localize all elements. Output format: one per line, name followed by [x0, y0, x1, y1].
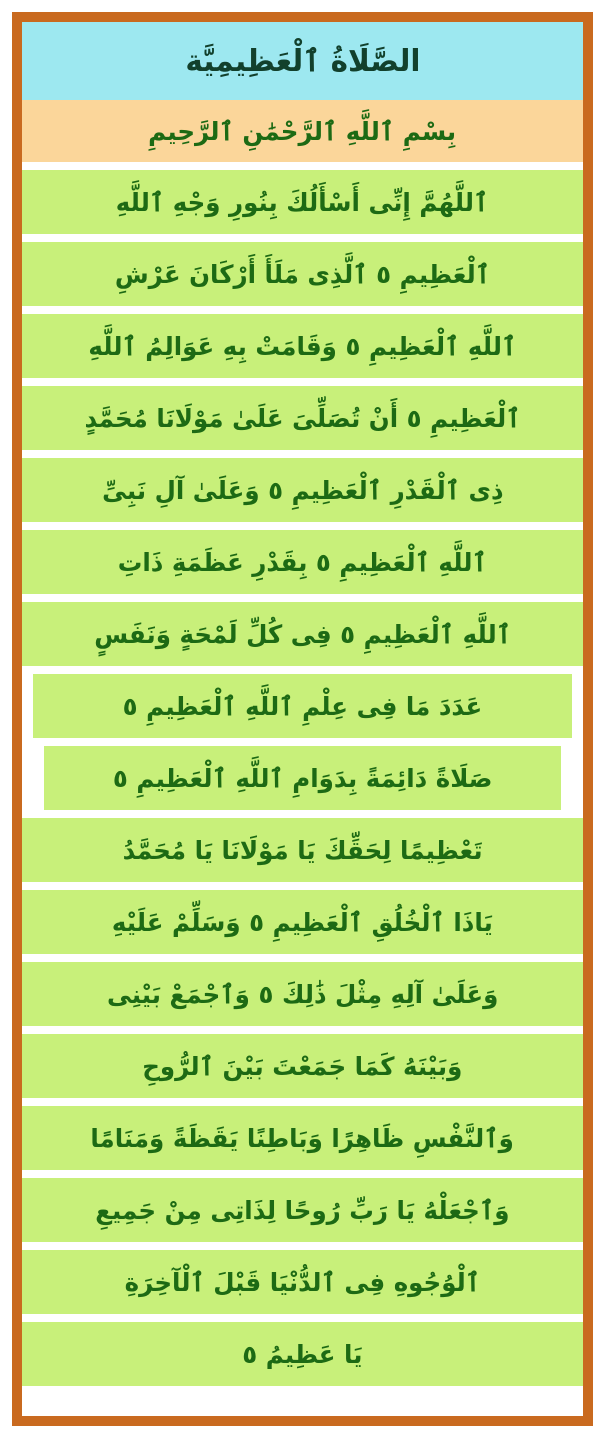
line-separator [22, 1170, 583, 1178]
line-separator [22, 306, 583, 314]
line-separator [22, 594, 583, 602]
text-line-content: وَبَيْنَهُ كَمَا جَمَعْتَ بَيْنَ ٱلرُّوحِ [142, 1051, 463, 1081]
text-line-content: ٱللَّهِ ٱلْعَظِيمِ ٥ وَقَامَتْ بِهِ عَوَالِمُ ٱللَّهِ [88, 331, 517, 361]
text-line-content: يَا عَظِيمُ ٥ [242, 1339, 363, 1369]
text-line [22, 314, 583, 378]
text-line-content: ٱللَّهِ ٱلْعَظِيمِ ٥ فِى كُلِّ لَمْحَةٍ وَنَفَسٍ [94, 619, 511, 649]
text-line [22, 890, 583, 954]
line-separator [22, 810, 583, 818]
document-footer-space [22, 1386, 583, 1416]
text-line-content: عَدَدَ مَا فِى عِلْمِ ٱللَّهِ ٱلْعَظِيمِ ٥ [122, 691, 483, 721]
text-line [22, 1034, 583, 1098]
text-line [22, 458, 583, 522]
text-line [22, 530, 583, 594]
text-line-content: تَعْظِيمًا لِحَقِّكَ يَا مَوْلَانَا يَا مُحَمَّدُ [122, 835, 483, 865]
line-separator [22, 1098, 583, 1106]
text-line-content: وَٱلنَّفْسِ ظَاهِرًا وَبَاطِنًا يَقَظَةً وَمَنَامًا [90, 1123, 515, 1153]
line-separator [22, 666, 583, 674]
text-line [22, 242, 583, 306]
text-line-content: ٱللَّهِ ٱلْعَظِيمِ ٥ بِقَدْرِ عَظَمَةِ ذَاتِ [117, 547, 488, 577]
text-line [22, 1250, 583, 1314]
text-line [22, 170, 583, 234]
text-line [22, 1106, 583, 1170]
line-separator [22, 1026, 583, 1034]
document-body [22, 22, 583, 1416]
text-line-content: ٱللَّهُمَّ إِنِّى أَسْأَلُكَ بِنُورِ وَجْهِ ٱللَّهِ [116, 187, 489, 217]
text-line [33, 674, 572, 738]
text-line-content: وَٱجْعَلْهُ يَا رَبِّ رُوحًا لِذَاتِى مِنْ جَمِيعِ [95, 1195, 510, 1225]
line-separator [22, 450, 583, 458]
line-separator [22, 378, 583, 386]
document-title [22, 22, 583, 100]
line-separator [22, 234, 583, 242]
text-line-content: وَعَلَىٰ آلِهِ مِثْلَ ذَٰلِكَ ٥ وَٱجْمَعْ بَيْنِى [106, 979, 499, 1009]
text-line [22, 386, 583, 450]
line-separator [22, 162, 583, 170]
line-separator [22, 1242, 583, 1250]
basmala-text: بِسْمِ ٱللَّهِ ٱلرَّحْمَٰنِ ٱلرَّحِيمِ [148, 116, 457, 146]
line-separator [22, 954, 583, 962]
text-line [22, 818, 583, 882]
text-line-content: ٱلْعَظِيمِ ٥ أَنْ تُصَلِّىَ عَلَىٰ مَوْلَانَا مُحَمَّدٍ [84, 403, 521, 433]
line-separator [22, 882, 583, 890]
line-separator [22, 522, 583, 530]
text-line [22, 1322, 583, 1386]
text-line-content: صَلَاةً دَائِمَةً بِدَوَامِ ٱللَّهِ ٱلْعَظِيمِ ٥ [112, 763, 493, 793]
text-line-content: ٱلْعَظِيمِ ٥ ٱلَّذِى مَلَأَ أَرْكَانَ عَرْشِ [114, 259, 491, 289]
text-line [44, 746, 560, 810]
line-separator [22, 738, 583, 746]
text-line [22, 602, 583, 666]
text-line-content: ذِى ٱلْقَدْرِ ٱلْعَظِيمِ ٥ وَعَلَىٰ آلِ نَبِىِّ [101, 475, 504, 505]
text-line [22, 962, 583, 1026]
basmala-line [22, 100, 583, 162]
text-line-content: يَاذَا ٱلْخُلُقِ ٱلْعَظِيمِ ٥ وَسَلِّمْ عَلَيْهِ [112, 907, 493, 937]
text-line-content: ٱلْوُجُوهِ فِى ٱلدُّنْيَا قَبْلَ ٱلْآخِرَةِ [124, 1267, 481, 1297]
line-separator [22, 1314, 583, 1322]
document-frame [12, 12, 593, 1426]
text-line [22, 1178, 583, 1242]
document-title-text: الصَّلَاةُ ٱلْعَظِيمِيَّة [184, 43, 421, 79]
